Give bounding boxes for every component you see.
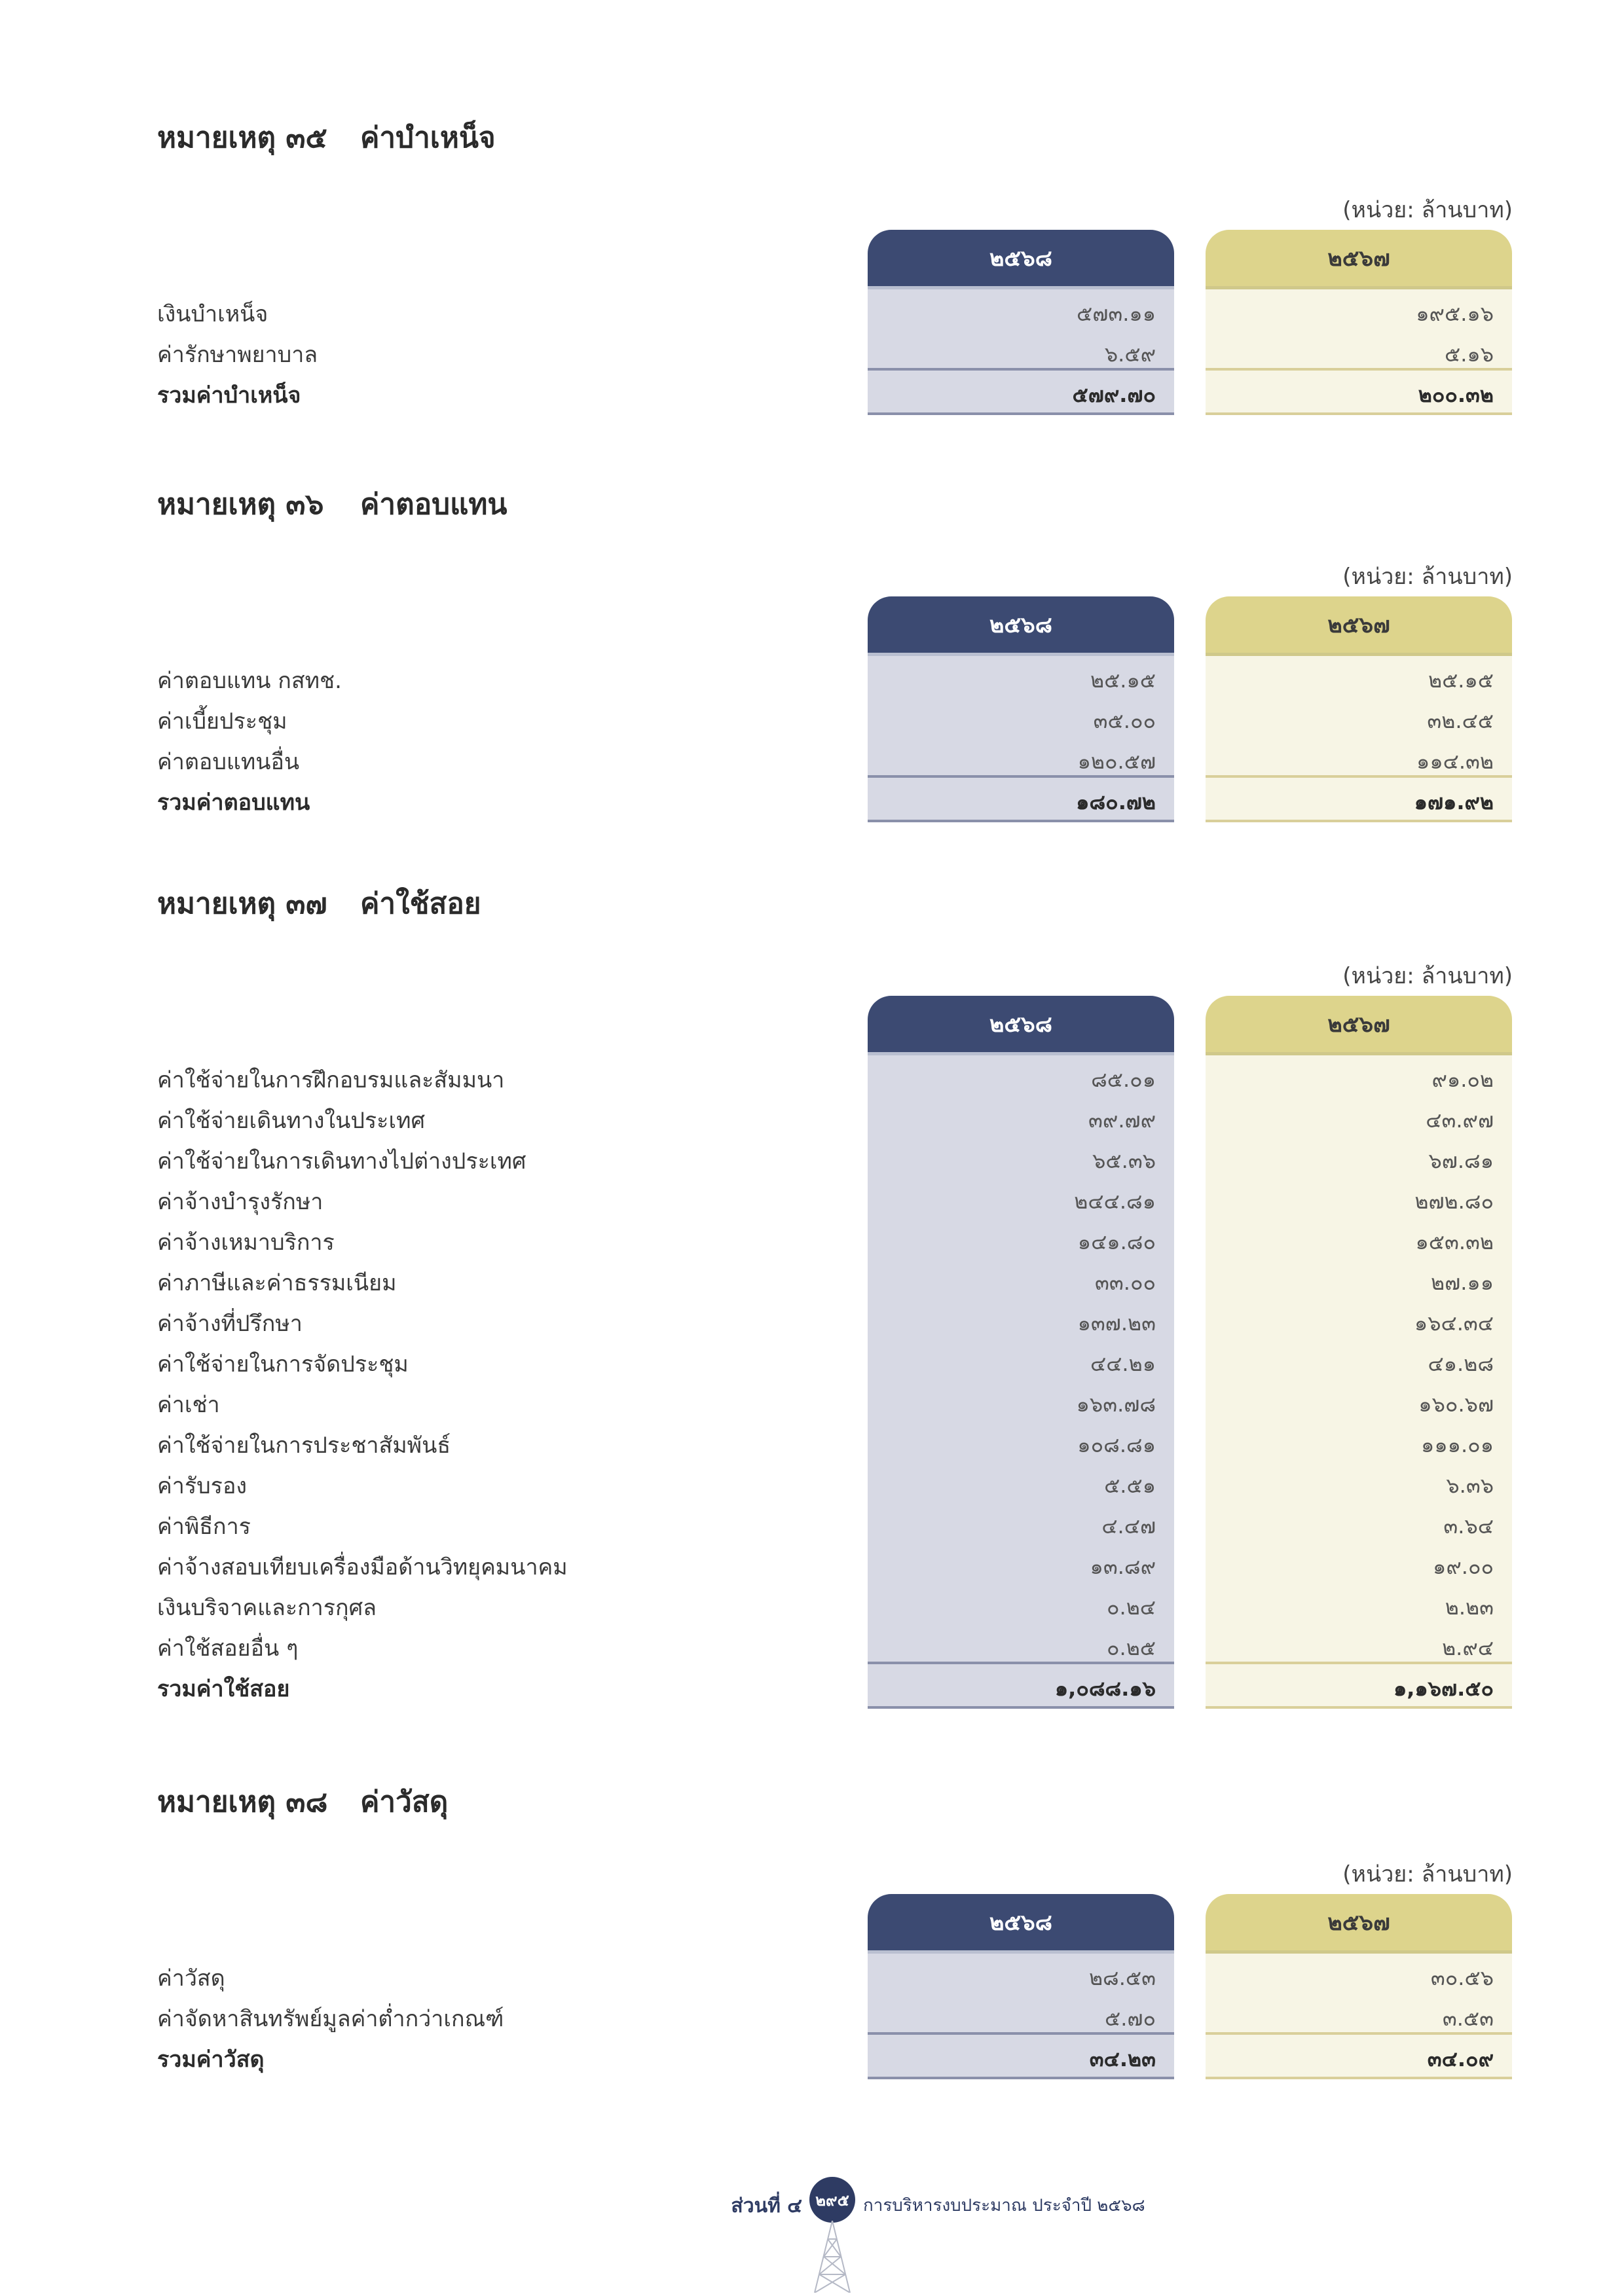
total-row <box>0 1664 1624 1705</box>
total-current-year: ๑,๐๘๘.๑๖ <box>1054 1676 1156 1701</box>
value-current-year: ๑๐๘.๘๑ <box>1077 1432 1156 1457</box>
table-row <box>0 656 1624 697</box>
total-row <box>0 778 1624 818</box>
column-header-previous-year: ๒๕๖๗ <box>1206 1894 1512 1954</box>
value-current-year: ๕.๗๐ <box>1105 2006 1156 2031</box>
total-underline <box>1206 412 1512 415</box>
value-previous-year: ๓.๕๓ <box>1442 2006 1494 2031</box>
note-number: หมายเหตุ ๓๗ <box>157 887 327 920</box>
table-row <box>0 1380 1624 1421</box>
total-underline <box>1206 1706 1512 1709</box>
column-header-previous-year: ๒๕๖๗ <box>1206 596 1512 656</box>
value-previous-year: ๔๓.๙๗ <box>1426 1108 1494 1133</box>
value-previous-year: ๓๒.๔๕ <box>1427 708 1494 733</box>
table-row <box>0 1218 1624 1258</box>
unit-label: (หน่วย: ล้านบาท) <box>1342 197 1513 223</box>
note-title: ค่าวัสดุ <box>360 1785 449 1819</box>
total-previous-year: ๓๔.๐๙ <box>1427 2047 1494 2071</box>
column-header-current-year: ๒๕๖๘ <box>868 596 1174 656</box>
row-label: ค่าใช้จ่ายในการประชาสัมพันธ์ <box>157 1432 451 1459</box>
value-previous-year: ๒๗๒.๘๐ <box>1414 1189 1494 1214</box>
table-row <box>0 1954 1624 1994</box>
table-row <box>0 1096 1624 1137</box>
table-row <box>0 1994 1624 2035</box>
row-label: ค่าใช้จ่ายในการฝึกอบรมและสัมมนา <box>157 1067 505 1093</box>
tower-icon <box>809 2221 855 2293</box>
total-underline <box>1206 2077 1512 2079</box>
table-row <box>0 1421 1624 1461</box>
value-current-year: ๓๙.๗๙ <box>1088 1108 1156 1133</box>
note-title: ค่าใช้สอย <box>360 887 481 920</box>
row-label: ค่าจ้างที่ปรึกษา <box>157 1311 303 1337</box>
note-title: ค่าตอบแทน <box>360 488 507 521</box>
total-row <box>0 2035 1624 2075</box>
value-previous-year: ๑๙.๐๐ <box>1433 1554 1494 1579</box>
value-previous-year: ๒.๒๓ <box>1445 1595 1494 1620</box>
value-previous-year: ๑๕๓.๓๒ <box>1415 1230 1494 1254</box>
value-previous-year: ๓๐.๕๖ <box>1430 1965 1494 1990</box>
value-current-year: ๘๕.๐๑ <box>1091 1067 1156 1092</box>
value-previous-year: ๖๗.๘๑ <box>1428 1148 1494 1173</box>
note-title: ค่าบำเหน็จ <box>360 121 496 155</box>
value-previous-year: ๓.๖๔ <box>1443 1514 1494 1539</box>
row-label: ค่าจ้างเหมาบริการ <box>157 1230 335 1256</box>
value-current-year: ๑๖๓.๗๘ <box>1076 1392 1156 1417</box>
table-row <box>0 1583 1624 1624</box>
unit-label: (หน่วย: ล้านบาท) <box>1342 1861 1513 1887</box>
table-row <box>0 1177 1624 1218</box>
row-label: เงินบริจาคและการกุศล <box>157 1595 377 1621</box>
value-current-year: ๑๔๑.๘๐ <box>1077 1230 1156 1254</box>
total-current-year: ๓๔.๒๓ <box>1089 2047 1156 2071</box>
total-underline <box>868 820 1174 822</box>
table-row <box>0 1624 1624 1664</box>
table-row <box>0 1461 1624 1502</box>
note-heading <box>157 115 496 160</box>
table-row <box>0 1339 1624 1380</box>
value-previous-year: ๒๗.๑๑ <box>1431 1270 1494 1295</box>
table-row <box>0 1502 1624 1542</box>
value-current-year: ๑๓๗.๒๓ <box>1077 1311 1156 1336</box>
total-current-year: ๕๗๙.๗๐ <box>1072 382 1156 407</box>
total-previous-year: ๑๗๑.๙๒ <box>1414 790 1494 814</box>
value-current-year: ๒๕.๑๕ <box>1090 668 1156 693</box>
note-number: หมายเหตุ ๓๕ <box>157 121 327 155</box>
value-previous-year: ๑๙๕.๑๖ <box>1416 301 1494 326</box>
column-header-previous-year: ๒๕๖๗ <box>1206 230 1512 289</box>
value-current-year: ๐.๒๕ <box>1106 1635 1156 1660</box>
total-underline <box>868 2077 1174 2079</box>
row-label: ค่าจ้างสอบเทียบเครื่องมือด้านวิทยุคมนาคม <box>157 1554 568 1580</box>
row-label: ค่าตอบแทนอื่น <box>157 749 300 775</box>
note-number: หมายเหตุ ๓๖ <box>157 488 324 521</box>
footer-document-title: การบริหารงบประมาณ ประจำปี ๒๕๖๘ <box>863 2196 1145 2215</box>
note-number: หมายเหตุ ๓๘ <box>157 1785 328 1819</box>
total-label: รวมค่าใช้สอย <box>157 1676 290 1702</box>
unit-label: (หน่วย: ล้านบาท) <box>1342 963 1513 989</box>
footer-section-label: ส่วนที่ ๔ <box>731 2195 802 2217</box>
table-row <box>0 289 1624 330</box>
total-underline <box>868 412 1174 415</box>
value-previous-year: ๙๑.๐๒ <box>1431 1067 1494 1092</box>
row-label: ค่าจัดหาสินทรัพย์มูลค่าต่ำกว่าเกณฑ์ <box>157 2006 504 2032</box>
value-previous-year: ๑๑๔.๓๒ <box>1416 749 1494 774</box>
total-current-year: ๑๘๐.๗๒ <box>1076 790 1156 814</box>
value-current-year: ๑๓.๘๙ <box>1090 1554 1156 1579</box>
table-row <box>0 1258 1624 1299</box>
value-previous-year: ๔๑.๒๘ <box>1428 1351 1494 1376</box>
row-label: เงินบำเหน็จ <box>157 301 268 327</box>
total-label: รวมค่าตอบแทน <box>157 790 310 816</box>
column-header-previous-year: ๒๕๖๗ <box>1206 996 1512 1055</box>
total-label: รวมค่าบำเหน็จ <box>157 382 301 409</box>
table-row <box>0 1137 1624 1177</box>
total-underline <box>1206 820 1512 822</box>
value-current-year: ๕.๕๑ <box>1104 1473 1156 1498</box>
table-row <box>0 1542 1624 1583</box>
value-current-year: ๔.๔๗ <box>1101 1514 1156 1539</box>
unit-label: (หน่วย: ล้านบาท) <box>1342 564 1513 590</box>
table-row <box>0 697 1624 737</box>
value-current-year: ๖.๕๙ <box>1104 342 1156 367</box>
note-heading <box>157 1779 448 1825</box>
value-current-year: ๐.๒๔ <box>1106 1595 1156 1620</box>
value-current-year: ๓๓.๐๐ <box>1095 1270 1156 1295</box>
row-label: ค่าเช่า <box>157 1392 220 1418</box>
column-header-current-year: ๒๕๖๘ <box>868 996 1174 1055</box>
value-current-year: ๖๕.๓๖ <box>1092 1148 1156 1173</box>
value-current-year: ๕๗๓.๑๑ <box>1077 301 1156 326</box>
value-current-year: ๒๘.๕๓ <box>1088 1965 1156 1990</box>
table-row <box>0 1055 1624 1096</box>
row-label: ค่ารับรอง <box>157 1473 247 1499</box>
row-label: ค่าวัสดุ <box>157 1965 225 1992</box>
value-previous-year: ๒.๙๔ <box>1442 1635 1494 1660</box>
value-previous-year: ๑๖๐.๖๗ <box>1418 1392 1494 1417</box>
table-row <box>0 737 1624 778</box>
value-previous-year: ๕.๑๖ <box>1444 342 1494 367</box>
row-label: ค่าตอบแทน กสทช. <box>157 668 342 694</box>
row-label: ค่าเบี้ยประชุม <box>157 708 287 735</box>
total-previous-year: ๑,๑๖๗.๕๐ <box>1393 1676 1494 1701</box>
column-header-current-year: ๒๕๖๘ <box>868 230 1174 289</box>
note-heading <box>157 481 507 527</box>
note-heading <box>157 881 481 926</box>
row-label: ค่าใช้จ่ายในการเดินทางไปต่างประเทศ <box>157 1148 526 1175</box>
table-row <box>0 330 1624 371</box>
page-number-badge: ๒๙๕ <box>809 2177 855 2223</box>
row-label: ค่าพิธีการ <box>157 1514 251 1540</box>
value-previous-year: ๒๕.๑๕ <box>1428 668 1494 693</box>
value-previous-year: ๑๖๔.๓๔ <box>1414 1311 1494 1336</box>
column-header-current-year: ๒๕๖๘ <box>868 1894 1174 1954</box>
total-underline <box>868 1706 1174 1709</box>
total-previous-year: ๒๐๐.๓๒ <box>1418 382 1494 407</box>
page-footer <box>0 2174 1624 2296</box>
total-label: รวมค่าวัสดุ <box>157 2047 265 2073</box>
value-previous-year: ๑๑๑.๐๑ <box>1421 1432 1494 1457</box>
value-previous-year: ๖.๓๖ <box>1446 1473 1494 1498</box>
row-label: ค่ารักษาพยาบาล <box>157 342 318 368</box>
value-current-year: ๔๔.๒๑ <box>1090 1351 1156 1376</box>
total-row <box>0 371 1624 411</box>
row-label: ค่าใช้สอยอื่น ๆ <box>157 1635 299 1662</box>
row-label: ค่าใช้จ่ายในการจัดประชุม <box>157 1351 409 1377</box>
table-row <box>0 1299 1624 1339</box>
row-label: ค่าใช้จ่ายเดินทางในประเทศ <box>157 1108 426 1134</box>
value-current-year: ๑๒๐.๕๗ <box>1077 749 1156 774</box>
row-label: ค่าภาษีและค่าธรรมเนียม <box>157 1270 397 1296</box>
value-current-year: ๒๔๔.๘๑ <box>1074 1189 1156 1214</box>
value-current-year: ๓๕.๐๐ <box>1093 708 1156 733</box>
row-label: ค่าจ้างบำรุงรักษา <box>157 1189 323 1215</box>
